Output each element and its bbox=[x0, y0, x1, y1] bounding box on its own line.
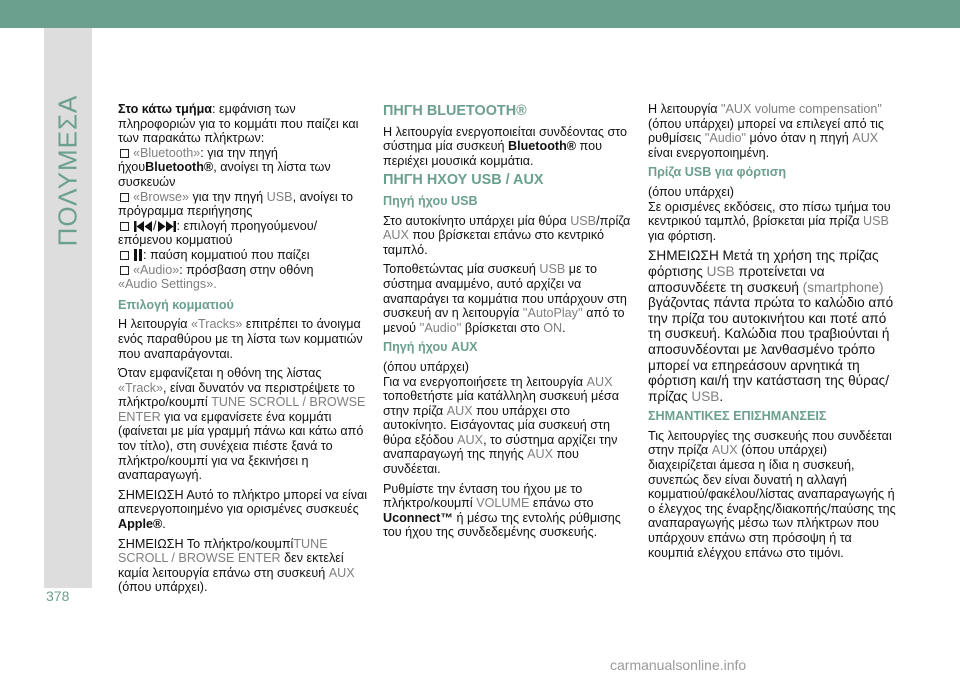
paragraph-usb-port: Στο αυτοκίνητο υπάρχει μία θύρα USB/πρίζα AUX που βρίσκεται επάνω στο κεντρικό ταμπλό. bbox=[383, 213, 631, 257]
paragraph-volume: Ρυθμίστε την ένταση του ήχου με το πλήκτρο/κουμπί VOLUME επάνω στο Uconnect™ ή μέσω της εντολής ρύθμισης του ήχου της συνδεδεμένης συσκευής. bbox=[383, 481, 621, 540]
pause-icon bbox=[133, 249, 143, 261]
subheading-usb-charging: Πρίζα USB για φόρτιση bbox=[648, 165, 787, 180]
top-bar bbox=[0, 0, 960, 28]
heading-usb-aux-source: ΠΗΓΗ ΗΧΟΥ USB / AUX bbox=[383, 172, 544, 189]
bullet-icon bbox=[120, 193, 129, 202]
note-aux-knob: ΣΗΜΕΙΩΣΗ Το πλήκτρο/κουμπίTUNE SCROLL / BROWSE ENTER δεν εκτελεί καμία λειτουργία επάνω στη συσκευή AUX (όπου υπάρχει). bbox=[118, 536, 355, 595]
note-usb-disconnect: ΣΗΜΕΙΩΣΗ Μετά τη χρήση της πρίζας φόρτισης USB προτείνεται να αποσυνδέετε τη συσκευή (smartphone) βγάζοντας πάντα πρώτα το καλώδιο από την πρίζα του αυτοκινήτου και ποτέ από τη συσκευή. Καλώδια που τραβιούνται ή αποσυνδέονται με λανθασμένο τρόπο μπορεί να επηρεάσουν αρνητικά τη φόρτιση και/ή την κατάσταση της θύρας/πρίζας USB. bbox=[648, 248, 894, 404]
watermark: carmanualsonline.info bbox=[610, 657, 747, 673]
display-bottom-intro: Στο κάτω τμήμα: εμφάνιση των πληροφοριών για το κομμάτι που παίζει και των παρακάτω πλήκτρων: bbox=[118, 102, 359, 146]
next-track-icon bbox=[157, 221, 177, 232]
subheading-aux: Πηγή ήχου AUX bbox=[383, 340, 478, 355]
paragraph-charging-port: Σε ορισμένες εκδόσεις, στο πίσω τμήμα του κεντρικού ταμπλό, βρίσκεται μία πρίζα USB για φόρτιση. bbox=[648, 199, 891, 243]
column-1 bbox=[118, 102, 368, 600]
bullet-browse: «Browse» για την πηγή USB, ανοίγει το πρόγραμμα περιήγησης bbox=[118, 189, 353, 219]
page-number: 378 bbox=[46, 588, 70, 604]
paragraph-aux-volume-compensation: Η λειτουργία "AUX volume compensation" (όπου υπάρχει) μπορεί να επιλεγεί από τις ρυθμίσεις "Audio" μόνο όταν η πηγή AUX είναι ενεργοποιημένη. bbox=[648, 102, 884, 160]
column-3 bbox=[648, 102, 898, 565]
bullet-pause: : παύση κομματιού που παίζει bbox=[118, 248, 368, 263]
paragraph-usb-autoplay: Τοποθετώντας μία συσκευή USB με το σύστημα αναμμένο, αυτό αρχίζει να αναπαράγει τα κομμάτια που υπάρχουν στη συσκευή αν η λειτουργία ''AutoPlay'' από το μενού ''Audio'' βρίσκεται στο ON. bbox=[383, 262, 627, 335]
bullet-icon bbox=[120, 266, 129, 275]
paragraph-tracks: Η λειτουργία «Tracks» επιτρέπει το άνοιγμα ενός παραθύρου με τη λίστα των κομματιών που αναπαράγονται. bbox=[118, 317, 363, 361]
bullet-icon bbox=[120, 251, 129, 260]
subheading-usb: Πηγή ήχου USB bbox=[383, 193, 478, 208]
paragraph-aux-activate: Για να ενεργοποιήσετε τη λειτουργία AUX τοποθετήστε μία κατάλληλη συσκευή μέσα στην πρίζα AUX που υπάρχει στο αυτοκίνητο. Εισάγοντας μία συσκευή στη θύρα εξόδου AUX, το σύστημα αρχίζει την αναπαραγωγή της πηγής AUX που συνδέεται. bbox=[383, 374, 619, 477]
paragraph-bluetooth: Η λειτουργία ενεργοποιείται συνδέοντας στο σύστημα μία συσκευή Bluetooth® που περιέχει μουσικά κομμάτια. bbox=[383, 124, 628, 168]
bullet-audio: «Audio»: πρόσβαση στην οθόνη «Audio Settings». bbox=[118, 262, 314, 292]
heading-important-notes: ΣΗΜΑΝΤΙΚΕΣ ΕΠΙΣΗΜΑΝΣΕΙΣ bbox=[648, 409, 827, 424]
heading-track-selection: Επιλογή κομματιού bbox=[118, 297, 234, 312]
section-label: ΠΟΛΥΜΕΣΑ bbox=[52, 94, 83, 246]
paragraph-track-list: Όταν εμφανίζεται η οθόνη της λίστας «Track», είναι δυνατόν να περιστρέψετε το πλήκτρο/κουμπί TUNE SCROLL / BROWSE ENTER για να εμφανίσετε ένα κομμάτι (φαίνεται με μία γραμμή πάνω και κάτω από τον τίτλο), στη συνέχεια πιέστε ξανά το πλήκτρο/κουμπί για να ξεκινήσει η αναπαραγωγή. bbox=[118, 366, 366, 483]
bullet-icon bbox=[120, 222, 129, 231]
prev-track-icon bbox=[133, 221, 153, 232]
bullet-bluetooth: «Bluetooth»: για την πηγή ήχουBluetooth®, ανοίγει τη λίστα των συσκευών bbox=[118, 145, 331, 189]
bullet-icon bbox=[120, 149, 129, 158]
paragraph-aux-device-functions: Τις λειτουργίες της συσκευής που συνδέεται στην πρίζα AUX (όπου υπάρχει) διαχειρίζεται άμεσα η ίδια η συσκευή, συνεπώς δεν είναι δυνατή η αλλαγή κομματιού/φακέλου/λίστας αναπαραγωγής ή ο έλεγχος της έναρξης/διακοπής/παύσης της αναπαραγωγής μέσω των πλήκτρων που υπάρχουν επάνω στη πρόσοψη ή τα κουμπιά ελέγχου επάνω στο τιμόνι. bbox=[648, 428, 896, 560]
column-2 bbox=[383, 102, 633, 545]
note-apple: ΣΗΜΕΙΩΣΗ Αυτό το πλήκτρο μπορεί να είναι απενεργοποιημένο για ορισμένες συσκευές Apple®. bbox=[118, 487, 368, 532]
paragraph-charging-availability: (όπου υπάρχει) bbox=[648, 184, 734, 199]
paragraph-aux-availability: (όπου υπάρχει) bbox=[383, 359, 469, 374]
heading-bluetooth-source: ΠΗΓΗ BLUETOOTH® bbox=[383, 103, 527, 119]
bullet-prev-next: / : επιλογή προηγούμενου/επόμενου κομματιού bbox=[118, 218, 318, 248]
